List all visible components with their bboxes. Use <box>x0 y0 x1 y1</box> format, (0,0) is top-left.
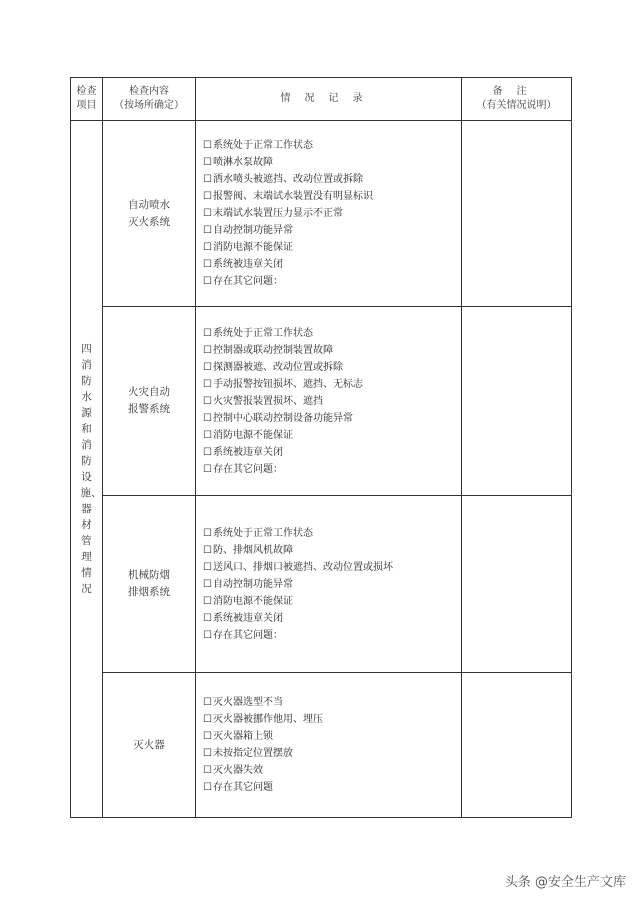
checklist-item <box>203 593 461 610</box>
checkbox-icon[interactable]: ☐ <box>203 612 212 624</box>
checklist-item <box>203 154 461 171</box>
remark-cell[interactable] <box>462 121 572 307</box>
checklist-item-label: 未按指定位置摆放 <box>212 748 293 759</box>
section-items <box>196 496 462 673</box>
checklist-item <box>203 559 461 576</box>
checkbox-icon[interactable]: ☐ <box>203 344 212 356</box>
section-row <box>71 496 572 673</box>
section-name-cell <box>103 121 196 307</box>
checkbox-icon[interactable]: ☐ <box>203 191 212 202</box>
header-record-label: 情况记录 <box>280 93 377 104</box>
checklist-item <box>203 610 461 627</box>
checkbox-icon[interactable]: ☐ <box>203 697 212 708</box>
checklist-item <box>203 171 461 188</box>
checkbox-icon[interactable]: ☐ <box>203 578 212 590</box>
header-row <box>71 78 572 121</box>
checklist-item <box>203 205 461 222</box>
section-items <box>196 121 462 307</box>
checklist-item-label: 存在其它问题： <box>212 276 283 287</box>
section-row <box>71 673 572 818</box>
checklist-item-label: 消防电源不能保证 <box>212 595 293 607</box>
remark-cell[interactable] <box>462 307 572 496</box>
checklist-item <box>203 393 461 410</box>
checkbox-icon[interactable]: ☐ <box>203 157 212 168</box>
checklist-item-label: 灭火器失效 <box>212 765 263 776</box>
checklist-item-label: 系统处于正常工作状态 <box>212 327 313 339</box>
header-remark-line1: 备注 <box>492 86 541 97</box>
checkbox-icon[interactable]: ☐ <box>203 361 212 373</box>
header-content <box>103 78 196 121</box>
checkbox-icon[interactable]: ☐ <box>203 527 212 539</box>
checklist-item <box>203 779 461 796</box>
checklist-item-label: 喷淋水泵故障 <box>212 157 273 168</box>
checklist-item-label: 送风口、排烟口被遮挡、改动位置或损坏 <box>212 561 393 573</box>
checklist-item <box>203 711 461 728</box>
checklist-item-label: 灭火器箱上锁 <box>212 731 273 742</box>
checkbox-icon[interactable]: ☐ <box>203 412 212 424</box>
checkbox-icon[interactable]: ☐ <box>203 561 212 573</box>
section-name-cell <box>103 307 196 496</box>
checklist-item-label: 消防电源不能保证 <box>212 242 293 253</box>
checklist-item <box>203 256 461 273</box>
checklist-item <box>203 525 461 542</box>
checklist-item-label: 灭火器被挪作他用、埋压 <box>212 714 323 725</box>
checklist-item-label: 火灾警报装置损坏、遮挡 <box>212 395 323 407</box>
checkbox-icon[interactable]: ☐ <box>203 276 212 287</box>
checklist-item <box>203 576 461 593</box>
checkbox-icon[interactable]: ☐ <box>203 765 212 776</box>
checklist-item-label: 存在其它问题 <box>212 782 273 793</box>
remark-cell[interactable] <box>462 496 572 673</box>
checkbox-icon[interactable]: ☐ <box>203 748 212 759</box>
checklist-item-label: 系统被违章关闭 <box>212 259 283 270</box>
checklist-item <box>203 694 461 711</box>
section-name: 机械防烟排烟系统 <box>128 569 170 598</box>
checkbox-icon[interactable]: ☐ <box>203 463 212 475</box>
checklist-item <box>203 542 461 559</box>
checklist-item <box>203 728 461 745</box>
checklist-item-label: 控制中心联动控制设备功能异常 <box>212 412 353 424</box>
checklist-item-label: 防、排烟风机故障 <box>212 544 293 556</box>
checklist-item-label: 控制器或联动控制装置故障 <box>212 344 333 356</box>
checklist-item <box>203 762 461 779</box>
category-cell <box>71 121 103 818</box>
checklist-item <box>203 376 461 393</box>
section-items <box>196 307 462 496</box>
checkbox-icon[interactable]: ☐ <box>203 242 212 253</box>
checkbox-icon[interactable]: ☐ <box>203 327 212 339</box>
checklist-item-label: 系统处于正常工作状态 <box>212 140 313 151</box>
checklist-item <box>203 461 461 478</box>
checkbox-icon[interactable]: ☐ <box>203 731 212 742</box>
section-row <box>71 121 572 307</box>
checkbox-icon[interactable]: ☐ <box>203 208 212 219</box>
checklist-item <box>203 745 461 762</box>
category-label: 四消防水源和消防设施、器材管理情况 <box>80 343 102 595</box>
inspection-form-table <box>70 77 572 818</box>
checkbox-icon[interactable]: ☐ <box>203 225 212 236</box>
checkbox-icon[interactable]: ☐ <box>203 395 212 407</box>
checkbox-icon[interactable]: ☐ <box>203 378 212 390</box>
checklist-item <box>203 342 461 359</box>
section-items <box>196 673 462 818</box>
checkbox-icon[interactable]: ☐ <box>203 595 212 607</box>
checklist-item-label: 自动控制功能异常 <box>212 225 293 236</box>
checkbox-icon[interactable]: ☐ <box>203 544 212 556</box>
checklist-item-label: 洒水喷头被遮挡、改动位置或拆除 <box>212 174 363 185</box>
checklist-item <box>203 188 461 205</box>
checklist-item <box>203 222 461 239</box>
checkbox-icon[interactable]: ☐ <box>203 174 212 185</box>
checklist-item-label: 存在其它问题： <box>212 463 283 475</box>
section-name: 自动喷水灭火系统 <box>128 198 170 228</box>
checkbox-icon[interactable]: ☐ <box>203 140 212 151</box>
header-item <box>71 78 103 121</box>
checklist-item <box>203 444 461 461</box>
header-remark <box>462 78 572 121</box>
section-name-cell <box>103 673 196 818</box>
checklist-item <box>203 359 461 376</box>
checklist-item <box>203 427 461 444</box>
header-content-line1: 检查内容 <box>129 86 169 97</box>
checkbox-icon[interactable]: ☐ <box>203 629 212 641</box>
checklist-item-label: 消防电源不能保证 <box>212 429 293 441</box>
checkbox-icon[interactable]: ☐ <box>203 714 212 725</box>
header-content-line2: （按场所确定） <box>114 100 184 111</box>
checklist-item-label: 灭火器选型不当 <box>212 697 283 708</box>
section-name: 灭火器 <box>133 738 165 751</box>
checkbox-icon[interactable]: ☐ <box>203 429 212 441</box>
header-item-line1: 检查 <box>76 86 97 97</box>
checklist-item-label: 自动控制功能异常 <box>212 578 293 590</box>
checklist-item <box>203 410 461 427</box>
checklist-item <box>203 239 461 256</box>
checklist-item-label: 系统处于正常工作状态 <box>212 527 313 539</box>
checklist-item-label: 报警阀、末端试水装置没有明显标识 <box>212 191 373 202</box>
checkbox-icon[interactable]: ☐ <box>203 259 212 270</box>
checklist-item <box>203 273 461 290</box>
header-record <box>196 78 462 121</box>
section-name-cell <box>103 496 196 673</box>
header-remark-line2: （有关情况说明） <box>476 100 557 111</box>
checklist-item-label: 探测器被遮、改动位置或拆除 <box>212 361 343 373</box>
checklist-item-label: 手动报警按钮损坏、遮挡、无标志 <box>212 378 363 390</box>
section-name: 火灾自动报警系统 <box>128 386 170 415</box>
checklist-item-label: 末端试水装置压力显示不正常 <box>212 208 343 219</box>
checkbox-icon[interactable]: ☐ <box>203 446 212 458</box>
watermark: 头条 @安全生产文库 <box>504 875 626 890</box>
checklist-item-label: 系统被违章关闭 <box>212 446 283 458</box>
checklist-item <box>203 627 461 644</box>
checklist-item <box>203 137 461 154</box>
checklist-item <box>203 325 461 342</box>
header-item-line2: 项目 <box>76 100 97 111</box>
section-row <box>71 307 572 496</box>
checkbox-icon[interactable]: ☐ <box>203 782 212 793</box>
checklist-item-label: 系统被违章关闭 <box>212 612 283 624</box>
remark-cell[interactable] <box>462 673 572 818</box>
checklist-item-label: 存在其它问题： <box>212 629 283 641</box>
